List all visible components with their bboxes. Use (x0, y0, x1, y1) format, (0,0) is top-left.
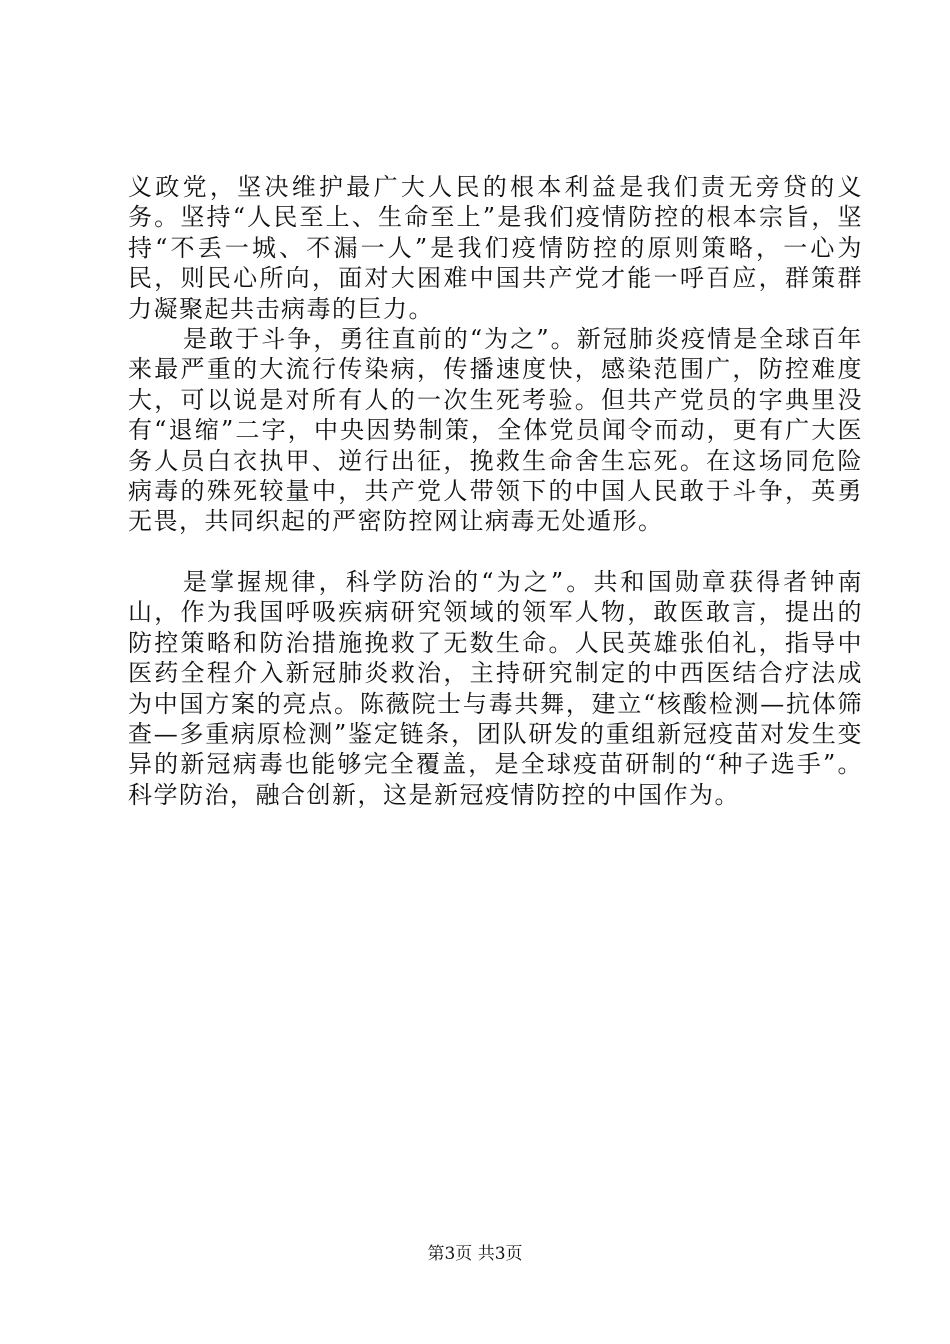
paragraph-1: 义政党，坚决维护最广大人民的根本利益是我们责无旁贷的义务。坚持“人民至上、生命至上”是我们疫情防控的根本宗旨，坚持“不丢一城、不漏一人”是我们疫情防控的原则策略，一心为民，则民心所向，面对大困难中国共产党才能一呼百应，群策群力凝聚起共击病毒的巨力。 (128, 173, 863, 323)
body-text (128, 172, 863, 810)
paragraph-spacer (128, 537, 863, 567)
page-number-footer: 第3页 共3页 (427, 1244, 523, 1264)
paragraph-3: 是掌握规律，科学防治的“为之”。共和国勋章获得者钟南山，作为我国呼吸疾病研究领域的领军人物，敢医敢言，提出的防控策略和防治措施挽救了无数生命。人民英雄张伯礼，指导中医药全程介入新冠肺炎救治，主持研究制定的中西医结合疗法成为中国方案的亮点。陈薇院士与毒共舞，建立“核酸检测—抗体筛查—多重病原检测”鉴定链条，团队研发的重组新冠疫苗对发生变异的新冠病毒也能够完全覆盖，是全球疫苗研制的“种子选手”。科学防治，融合创新，这是新冠疫情防控的中国作为。 (128, 567, 863, 809)
paragraph-2: 是敢于斗争，勇往直前的“为之”。新冠肺炎疫情是全球百年来最严重的大流行传染病，传播速度快，感染范围广，防控难度大，可以说是对所有人的一次生死考验。但共产党员的字典里没有“退缩”二字，中央因势制策，全体党员闻令而动，更有广大医务人员白衣执甲、逆行出征，挽救生命舍生忘死。在这场同危险病毒的殊死较量中，共产党人带领下的中国人民敢于斗争，英勇无畏，共同织起的严密防控网让病毒无处遁形。 (128, 325, 863, 536)
